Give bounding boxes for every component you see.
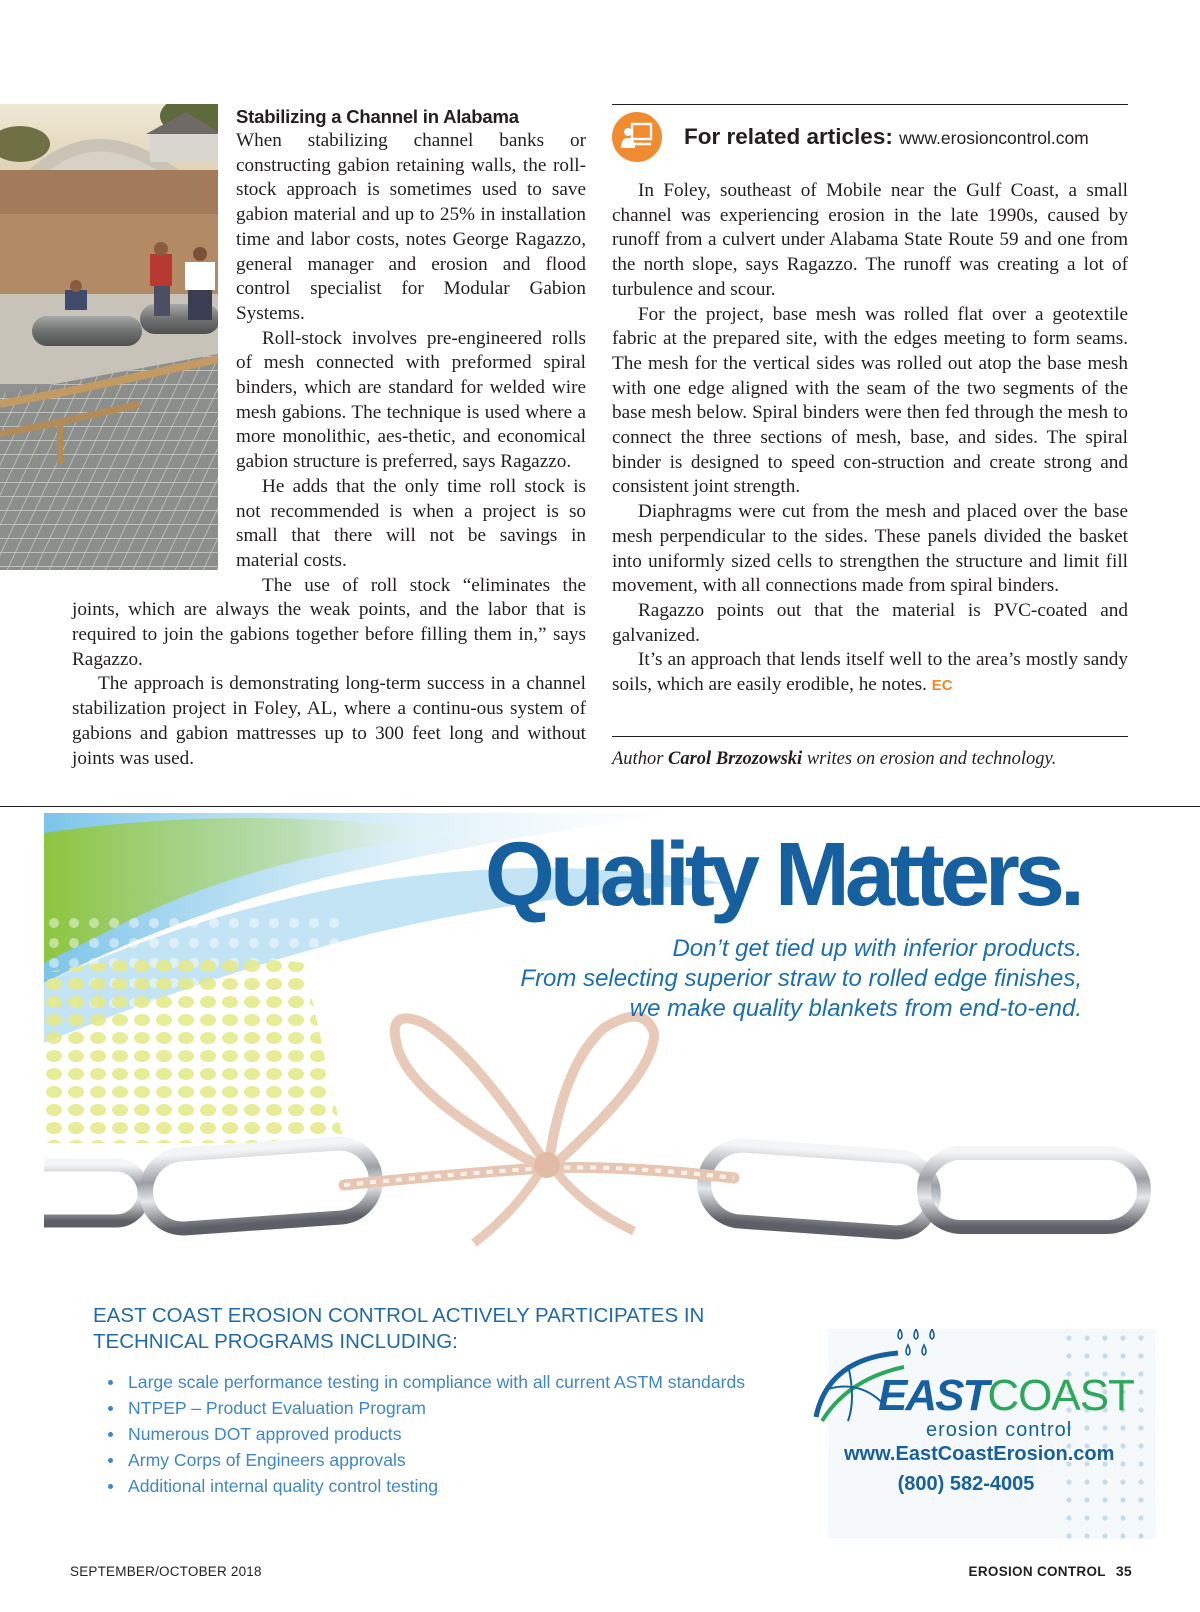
body-paragraph: Ragazzo points out that the material is PVC-coated and galvanized. <box>612 599 1128 646</box>
author-rule <box>612 736 1128 737</box>
body-paragraph: The use of roll stock “eliminates the joints, which are always the weak points, and the labor that is required to join the gabions together before filling them in,” says Ragazzo. <box>72 574 586 670</box>
sidebar-paragraph: When stabilizing channel banks or constructing gabion retaining walls, the roll-stock approach is sometimes used to save gabion material and up to 25% in installation time and labor costs, notes George Ragazzo, general manager and erosion and flood control specialist for Modular Gabion Systems. <box>236 130 586 324</box>
list-item <box>104 1421 745 1447</box>
page-divider <box>0 806 1200 807</box>
author-suffix: writes on erosion and technology. <box>806 749 1057 769</box>
sidebar-paragraph: He adds that the only time roll stock is not recommended is when a project is so small that there will not be savings in material costs. <box>236 475 586 571</box>
list-item-label: Additional internal quality control testing <box>128 1476 439 1496</box>
related-articles-label: For related articles: <box>684 124 893 149</box>
sidebar-heading: Stabilizing a Channel in Alabama <box>236 106 519 127</box>
ad-tagline: Don’t get tied up with inferior products. <box>672 935 1082 962</box>
bullet-icon <box>108 1484 113 1489</box>
page-number: 35 <box>1115 1563 1132 1579</box>
footer-issue-date: SEPTEMBER/OCTOBER 2018 <box>70 1564 262 1579</box>
closing-sentence: It’s an approach that lends itself well to the area’s mostly sandy soils, which are easily erodible, he notes. <box>612 649 1128 696</box>
logo-east: EAST <box>878 1371 988 1420</box>
logo-coast: COAST <box>987 1371 1134 1420</box>
footer-magazine-name: EROSION CONTROL <box>968 1564 1106 1579</box>
left-article-column <box>72 104 586 771</box>
related-articles-link[interactable]: www.erosioncontrol.com <box>899 128 1089 148</box>
author-name: Carol Brzozowski <box>668 749 803 769</box>
ad-headline: Quality Matters. <box>484 825 1080 925</box>
list-item-label: Numerous DOT approved products <box>128 1424 402 1444</box>
programs-heading-line: EAST COAST EROSION CONTROL ACTIVELY PARTICIPATES IN <box>93 1304 705 1327</box>
list-item <box>104 1395 745 1421</box>
list-item <box>104 1447 745 1473</box>
end-mark: EC <box>931 677 953 695</box>
author-prefix: Author <box>612 749 664 769</box>
list-item <box>104 1369 745 1395</box>
list-item <box>104 1473 745 1499</box>
list-item-label: Large scale performance testing in compliance with all current ASTM standards <box>128 1372 746 1392</box>
body-paragraph: The approach is demonstrating long-term success in a channel stabilization project in Foley, AL, where a continu-ous system of gabions and gabion mattresses up to 300 feet long and without joints was used. <box>72 673 586 769</box>
related-articles-banner <box>684 124 1089 150</box>
ad-tagline: From selecting superior straw to rolled edge finishes, <box>520 965 1082 992</box>
programs-heading-line: TECHNICAL PROGRAMS INCLUDING: <box>93 1330 458 1353</box>
body-paragraph: For the project, base mesh was rolled flat over a geotextile fabric at the prepared site, with the edges meeting to form seams. The mesh for the vertical sides was rolled out atop the base mesh with one edge aligned with the seam of the two segments of the base mesh below. Spiral binders were then fed through the mesh to connect the three sections of mesh, base, and sides. The spiral binder is designed to speed con-struction and create strong and consistent joint strength. <box>612 303 1128 498</box>
body-paragraph: Diaphragms were cut from the mesh and placed over the base mesh perpendicular to the sides. These panels divided the basket into uniformly sized cells to strengthen the structure and limit fill movement, with all connections made from spiral binders. <box>612 501 1128 597</box>
logo-wordmark <box>878 1371 1134 1421</box>
programs-list <box>104 1369 745 1499</box>
footer-folio <box>969 1563 1132 1579</box>
bullet-icon <box>108 1432 113 1437</box>
logo-subtitle: erosion control <box>926 1419 1073 1441</box>
list-item-label: Army Corps of Engineers approvals <box>128 1450 406 1470</box>
presentation-icon <box>612 112 662 162</box>
east-coast-advertisement <box>44 813 1156 1543</box>
list-item-label: NTPEP – Product Evaluation Program <box>128 1398 426 1418</box>
photo-wrap-spacer <box>72 104 236 594</box>
ad-phone-number: (800) 582-4005 <box>897 1473 1035 1495</box>
related-articles-icon <box>612 112 662 162</box>
ad-tagline: we make quality blankets from end-to-end. <box>629 995 1082 1022</box>
author-byline <box>612 747 1132 772</box>
programs-heading <box>93 1303 733 1355</box>
body-paragraph <box>612 648 1128 698</box>
east-coast-logo <box>808 1329 1156 1539</box>
ad-website-link[interactable]: www.EastCoastErosion.com <box>844 1443 1115 1465</box>
sidebar-paragraph: Roll-stock involves pre-engineered rolls of mesh connected with preformed spiral binders, which are standard for welded wire mesh gabions. The technique is used where a more monolithic, aes-thetic, and economical gabion structure is preferred, says Ragazzo. <box>236 327 586 473</box>
bullet-icon <box>108 1380 113 1385</box>
top-rule <box>612 104 1128 105</box>
body-paragraph: In Foley, southeast of Mobile near the Gulf Coast, a small channel was experiencing erosion in the late 1990s, caused by runoff from a culvert under Alabama State Route 59 and one from the north slope, says Ragazzo. The runoff was creating a lot of turbulence and scour. <box>612 180 1128 300</box>
right-article-column <box>612 179 1128 699</box>
bullet-icon <box>108 1458 113 1463</box>
bullet-icon <box>108 1406 113 1411</box>
